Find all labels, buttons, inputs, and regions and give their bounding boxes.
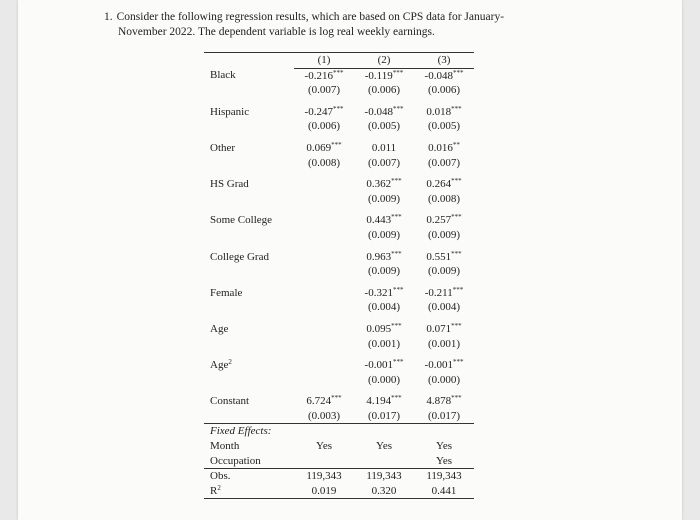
spacer (354, 134, 414, 141)
coefficient: -0.048*** (364, 104, 404, 118)
coefficient (294, 322, 354, 337)
standard-error: (0.008) (307, 156, 341, 169)
question-text (104, 10, 604, 40)
se-row (204, 119, 474, 134)
fixed-effect-row (204, 439, 474, 454)
spacer-row (204, 170, 474, 177)
coefficient: -0.247*** (304, 104, 344, 118)
standard-error: (0.009) (367, 192, 401, 205)
spacer (204, 98, 294, 105)
se-label (204, 373, 294, 388)
spacer (414, 387, 474, 394)
spacer-row (204, 387, 474, 394)
spacer (414, 315, 474, 322)
stat-value: 0.441 (414, 484, 474, 499)
spacer (294, 170, 354, 177)
standard-error: (0.017) (427, 409, 461, 422)
coef-row (204, 286, 474, 301)
spacer (354, 206, 414, 213)
variable-label: Age (210, 322, 229, 335)
spacer (414, 134, 474, 141)
standard-error (294, 264, 354, 279)
spacer (354, 243, 414, 250)
coefficient: 0.095*** (366, 321, 402, 335)
spacer-row (204, 98, 474, 105)
stat-value: 119,343 (354, 469, 414, 484)
stat-value: 0.320 (354, 484, 414, 499)
standard-error: (0.000) (367, 373, 401, 386)
fixed-effects-heading (204, 424, 474, 439)
stat-row (204, 484, 474, 499)
column-header: (1) (294, 53, 354, 69)
spacer-row (204, 134, 474, 141)
se-row (204, 228, 474, 243)
variable-label: Age$^2$ (210, 358, 232, 372)
spacer (294, 243, 354, 250)
coefficient: 0.071*** (426, 321, 462, 335)
se-row (204, 156, 474, 171)
spacer (204, 279, 294, 286)
variable-label: HS Grad (210, 178, 249, 191)
coefficient: -0.001*** (424, 358, 464, 372)
coef-row (204, 177, 474, 192)
fixed-effect-value: Yes (315, 440, 332, 453)
coefficient (294, 358, 354, 373)
coefficient: 0.069*** (306, 140, 342, 154)
coefficient: -0.211*** (424, 285, 464, 299)
variable-label: Hispanic (210, 105, 250, 118)
coefficient: 4.194*** (366, 394, 402, 408)
coefficient: 0.362*** (366, 177, 402, 191)
standard-error (294, 300, 354, 315)
spacer-row (204, 243, 474, 250)
se-row (204, 337, 474, 352)
spacer (204, 134, 294, 141)
coefficient: 4.878*** (426, 394, 462, 408)
fixed-effect-value: Yes (435, 454, 452, 467)
question-number: 1. (104, 11, 113, 23)
coefficient: 0.257*** (426, 213, 462, 227)
se-row (204, 409, 474, 424)
coef-row (204, 250, 474, 265)
blank (294, 424, 354, 439)
coefficient: 0.551*** (426, 249, 462, 263)
standard-error: (0.001) (367, 337, 401, 350)
coefficient (294, 177, 354, 192)
coefficient: 0.016** (428, 140, 460, 154)
stat-label: $R^2$ (204, 484, 294, 499)
se-row (204, 264, 474, 279)
se-label (204, 83, 294, 98)
spacer (294, 279, 354, 286)
standard-error: (0.006) (307, 120, 341, 133)
spacer (294, 315, 354, 322)
coefficient: 6.724*** (306, 394, 342, 408)
coefficient (294, 213, 354, 228)
spacer (204, 170, 294, 177)
fixed-effects-label: Fixed Effects: (204, 424, 294, 439)
spacer (204, 315, 294, 322)
standard-error: (0.003) (307, 409, 341, 422)
coefficient: 0.018*** (426, 104, 462, 118)
standard-error (294, 373, 354, 388)
coefficient: 0.963*** (366, 249, 402, 263)
standard-error: (0.001) (427, 337, 461, 350)
header-label (204, 53, 294, 69)
standard-error: (0.009) (367, 265, 401, 278)
fixed-effect-label: Month (210, 440, 240, 453)
standard-error: (0.017) (367, 409, 401, 422)
column-header: (2) (354, 53, 414, 69)
stat-value: 0.019 (294, 484, 354, 499)
fixed-effect-value (354, 454, 414, 469)
spacer (354, 351, 414, 358)
se-row (204, 192, 474, 207)
spacer (354, 387, 414, 394)
standard-error: (0.009) (427, 228, 461, 241)
spacer (354, 315, 414, 322)
blank (354, 424, 414, 439)
coef-row (204, 213, 474, 228)
se-label (204, 409, 294, 424)
spacer (414, 170, 474, 177)
spacer (414, 279, 474, 286)
se-row (204, 373, 474, 388)
coefficient (294, 250, 354, 265)
coefficient: 0.443*** (366, 213, 402, 227)
fixed-effect-row (204, 454, 474, 469)
spacer-row (204, 279, 474, 286)
variable-label: College Grad (210, 250, 269, 263)
spacer (294, 351, 354, 358)
spacer (294, 98, 354, 105)
spacer-row (204, 315, 474, 322)
standard-error: (0.004) (427, 301, 461, 314)
spacer (204, 206, 294, 213)
coef-row (204, 141, 474, 156)
spacer (204, 351, 294, 358)
spacer (204, 387, 294, 394)
spacer (354, 279, 414, 286)
standard-error: (0.007) (367, 156, 401, 169)
stat-label: Obs. (204, 469, 294, 484)
document-page (18, 0, 682, 520)
spacer (294, 206, 354, 213)
standard-error (294, 228, 354, 243)
fixed-effect-value: Yes (435, 440, 452, 453)
coef-row (204, 68, 474, 83)
fixed-effect-value (294, 454, 354, 469)
standard-error: (0.008) (427, 192, 461, 205)
standard-error: (0.005) (367, 120, 401, 133)
coefficient: 0.264*** (426, 177, 462, 191)
coefficient: -0.119*** (364, 68, 404, 82)
variable-label: Female (210, 286, 243, 299)
fixed-effect-value: Yes (375, 440, 392, 453)
standard-error: (0.006) (367, 84, 401, 97)
variable-label: Other (210, 141, 236, 154)
stat-row (204, 469, 474, 484)
spacer (414, 351, 474, 358)
spacer (414, 98, 474, 105)
se-label (204, 337, 294, 352)
se-label (204, 300, 294, 315)
variable-label: Constant (210, 395, 250, 408)
variable-label: Some College (210, 214, 273, 227)
coefficient: -0.001*** (364, 358, 404, 372)
spacer (354, 170, 414, 177)
spacer (354, 98, 414, 105)
standard-error (294, 337, 354, 352)
spacer (294, 134, 354, 141)
se-label (204, 192, 294, 207)
fixed-effect-label: Occupation (210, 454, 261, 467)
spacer-row (204, 206, 474, 213)
coef-row (204, 394, 474, 409)
se-label (204, 228, 294, 243)
coefficient: -0.048*** (424, 68, 464, 82)
spacer (294, 387, 354, 394)
se-row (204, 83, 474, 98)
standard-error: (0.006) (427, 84, 461, 97)
se-row (204, 300, 474, 315)
standard-error: (0.007) (307, 84, 341, 97)
coefficient: -0.216*** (304, 68, 344, 82)
header-row (204, 53, 474, 69)
standard-error: (0.009) (367, 228, 401, 241)
standard-error: (0.009) (427, 265, 461, 278)
standard-error (294, 192, 354, 207)
coef-row (204, 105, 474, 120)
question-line-1: Consider the following regression results, which are based on CPS data for January- (116, 11, 505, 23)
se-label (204, 119, 294, 134)
coef-row (204, 322, 474, 337)
spacer-row (204, 351, 474, 358)
coefficient (294, 286, 354, 301)
spacer (414, 206, 474, 213)
standard-error: (0.005) (427, 120, 461, 133)
regression-table (204, 52, 474, 499)
se-label (204, 156, 294, 171)
spacer (414, 243, 474, 250)
standard-error: (0.000) (427, 373, 461, 386)
coefficient: -0.321*** (364, 285, 404, 299)
coef-row (204, 358, 474, 373)
column-header: (3) (414, 53, 474, 69)
blank (414, 424, 474, 439)
spacer (204, 243, 294, 250)
se-label (204, 264, 294, 279)
standard-error: (0.007) (427, 156, 461, 169)
coefficient: 0.011 (371, 141, 397, 154)
stat-value: 119,343 (414, 469, 474, 484)
stat-value: 119,343 (294, 469, 354, 484)
variable-label: Black (210, 69, 236, 82)
question-line-2: November 2022. The dependent variable is log real weekly earnings. (118, 26, 435, 38)
standard-error: (0.004) (367, 301, 401, 314)
